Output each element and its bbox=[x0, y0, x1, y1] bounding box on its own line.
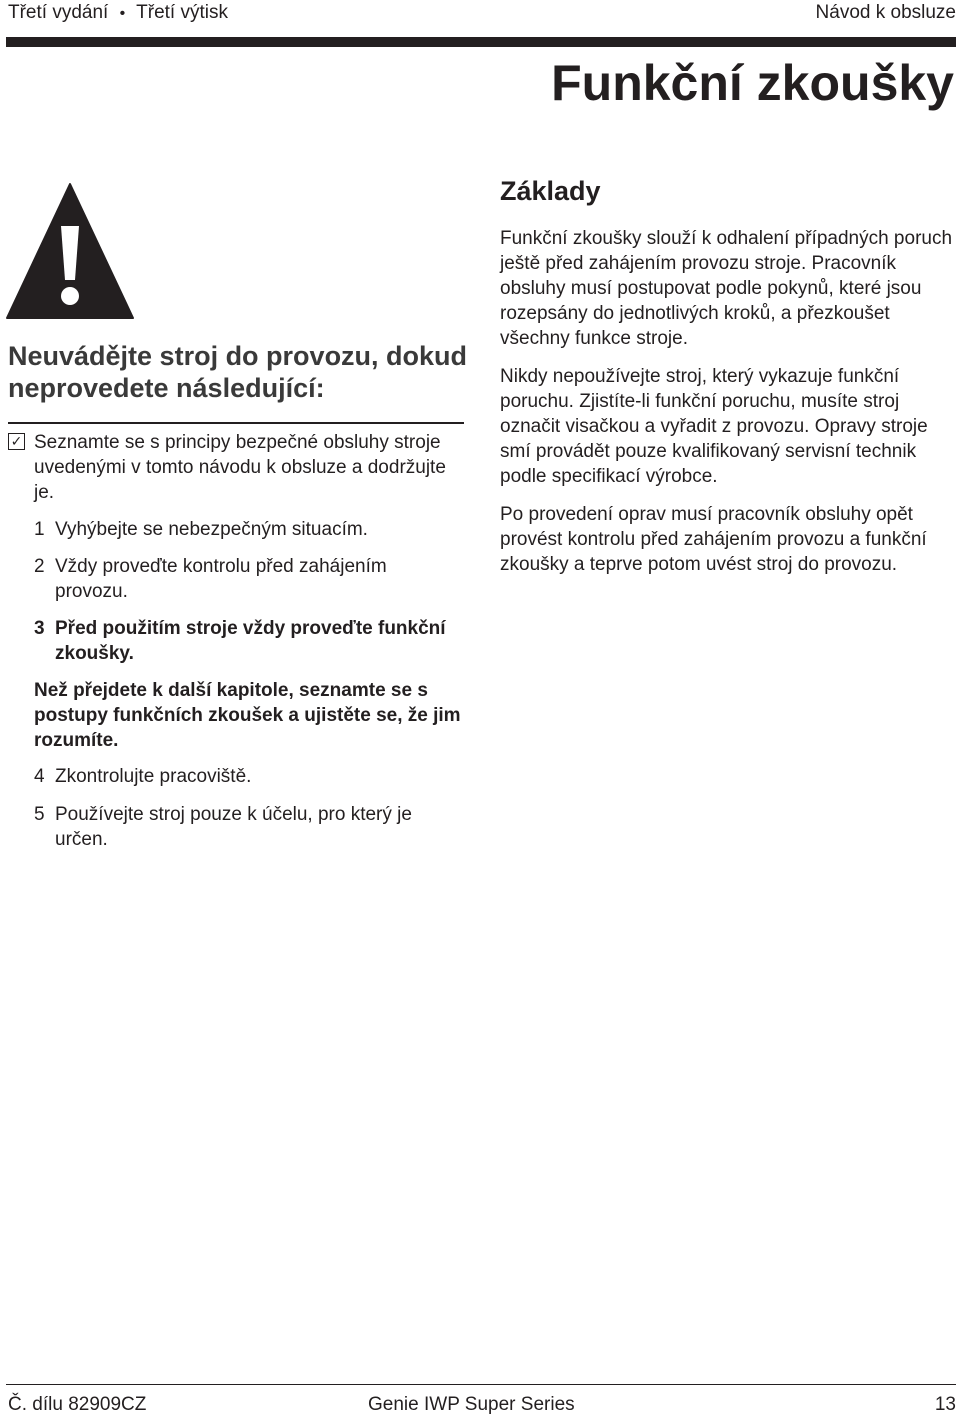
basics-paragraph: Funkční zkoušky slouží k odhalení případných poruch ještě před zahájením provozu stroje. Pracovník obsluhy musí postupovat podle pokynů, které jsou rozepsány do jednotlivých kroků, a přezkoušet všechny funkce stroje. bbox=[500, 228, 953, 349]
page-title: Funkční zkoušky bbox=[551, 55, 954, 111]
basics-heading: Základy bbox=[500, 176, 601, 206]
safety-rules-instruction: Seznamte se s principy bezpečné obsluhy stroje uvedenými v tomto návodu k obsluze a dodržujte je. bbox=[34, 432, 446, 503]
list-item bbox=[34, 554, 464, 604]
product-name: Genie IWP Super Series bbox=[368, 1394, 575, 1415]
bullet-separator: • bbox=[119, 5, 126, 22]
item-number: 2 bbox=[34, 556, 45, 577]
item-number: 5 bbox=[34, 804, 45, 825]
basics-paragraph: Po provedení oprav musí pracovník obsluhy opět provést kontrolu před zahájením provozu a funkční zkoušky a teprve potom uvést stroj do provozu. bbox=[500, 504, 927, 575]
warning-triangle-icon bbox=[6, 182, 134, 322]
checkbox-icon: ✓ bbox=[8, 433, 25, 450]
item-text: Používejte stroj pouze k účelu, pro který je určen. bbox=[55, 804, 412, 850]
item-text: Před použitím stroje vždy proveďte funkční zkoušky. bbox=[55, 618, 446, 664]
warning-divider bbox=[8, 422, 464, 424]
read-chapter-note: Než přejdete k další kapitole, seznamte se s postupy funkčních zkoušek a ujistěte se, že jim rozumíte. bbox=[34, 680, 461, 751]
edition-label: Třetí vydání bbox=[8, 2, 109, 23]
item-number: 4 bbox=[34, 766, 45, 787]
printing-label: Třetí výtisk bbox=[136, 2, 228, 23]
list-item bbox=[34, 517, 464, 542]
item-number: 3 bbox=[34, 618, 45, 639]
warning-heading: Neuvádějte stroj do provozu, dokud neprovedete následující: bbox=[8, 341, 468, 403]
item-text: Zkontrolujte pracoviště. bbox=[55, 766, 252, 787]
list-item bbox=[34, 802, 464, 852]
item-text: Vyhýbejte se nebezpečným situacím. bbox=[55, 519, 368, 540]
header-bar bbox=[6, 37, 956, 47]
footer-divider bbox=[6, 1384, 956, 1385]
running-header-left bbox=[8, 2, 228, 24]
part-number: Č. dílu 82909CZ bbox=[8, 1394, 147, 1415]
list-item bbox=[34, 616, 464, 666]
item-text: Vždy proveďte kontrolu před zahájením provozu. bbox=[55, 556, 387, 602]
running-header-right: Návod k obsluze bbox=[815, 2, 956, 23]
page-number: 13 bbox=[934, 1394, 956, 1415]
item-number: 1 bbox=[34, 519, 45, 540]
basics-paragraph: Nikdy nepoužívejte stroj, který vykazuje funkční poruchu. Zjistíte-li funkční poruchu, musíte stroj označit visačkou a vyřadit z provozu. Opravy stroje smí provádět pouze kvalifikovaný servisní technik podle specifikací výrobce. bbox=[500, 366, 928, 487]
list-item bbox=[34, 764, 464, 789]
